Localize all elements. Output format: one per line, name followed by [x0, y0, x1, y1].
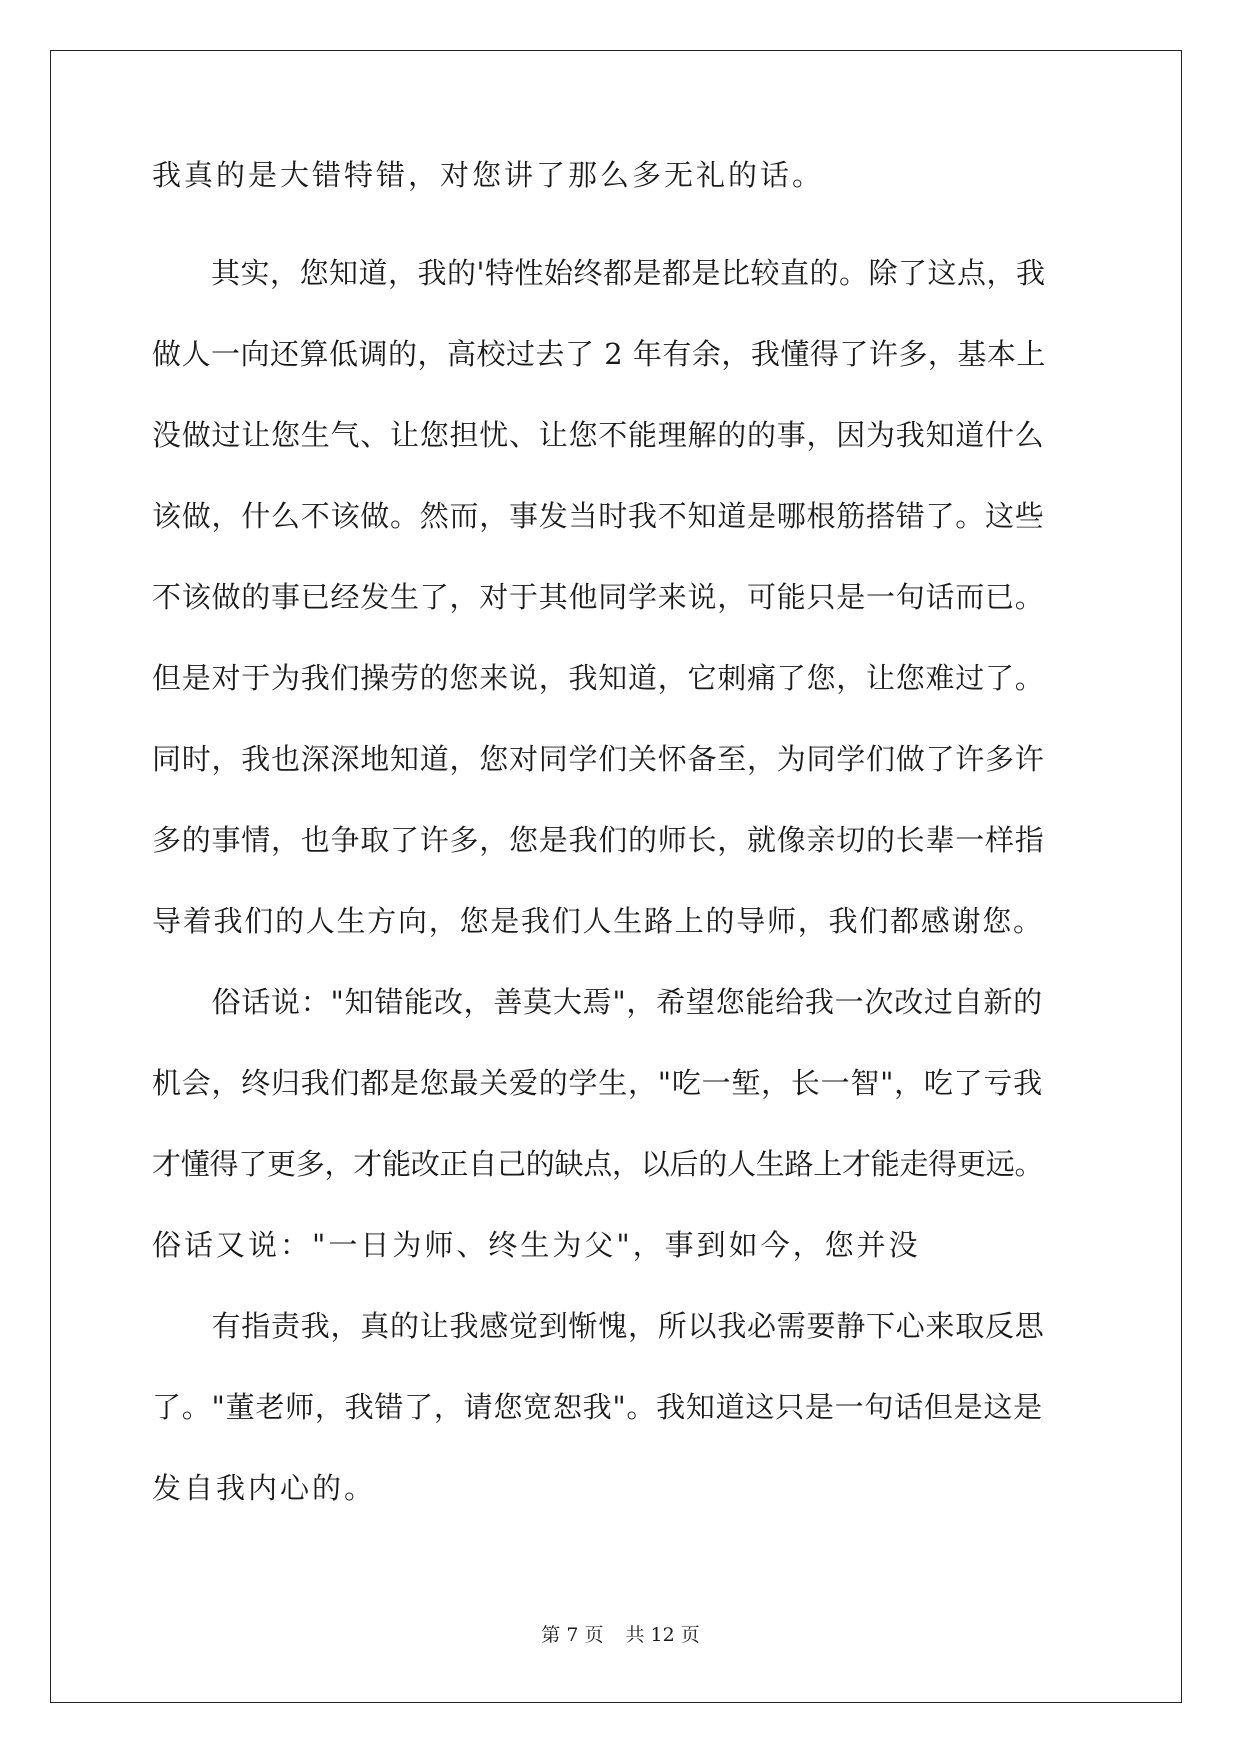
text-line: 做人一向还算低调的，高校过去了 2 年有余，我懂得了许多，基本上 [152, 337, 1046, 371]
text-line: 多的事情，也争取了许多，您是我们的师长，就像亲切的长辈一样指 [152, 823, 1045, 857]
text-line: 了。"董老师，我错了，请您宽恕我"。我知道这只是一句话但是这是 [152, 1390, 1043, 1424]
text-line: 俗话说："知错能改，善莫大焉"，希望您能给我一次改过自新的 [152, 985, 1043, 1019]
text-line: 该做，什么不该做。然而，事发当时我不知道是哪根筋搭错了。这些 [152, 499, 1045, 533]
text-line: 导着我们的人生方向，您是我们人生路上的导师，我们都感谢您。 [152, 904, 1044, 938]
text-line: 发自我内心的。 [152, 1471, 377, 1505]
text-line: 俗话又说："一日为师、终生为父"，事到如今，您并没 [152, 1228, 921, 1262]
page-number: 第 7 页 [541, 1624, 604, 1646]
text-line: 同时，我也深深地知道，您对同学们关怀备至，为同学们做了许多许 [152, 742, 1045, 776]
text-line: 机会，终归我们都是您最关爱的学生，"吃一堑，长一智"，吃了亏我 [152, 1066, 1043, 1100]
page-border [50, 50, 1182, 1703]
text-line: 有指责我，真的让我感觉到惭愧，所以我必需要静下心来取反思 [152, 1309, 1045, 1343]
text-line: 其实，您知道，我的'特性始终都是都是比较直的。除了这点，我 [152, 256, 1046, 290]
text-line: 才懂得了更多，才能改正自己的缺点，以后的人生路上才能走得更远。 [152, 1147, 1044, 1181]
page-total: 共 12 页 [625, 1624, 700, 1646]
text-line: 但是对于为我们操劳的您来说，我知道，它刺痛了您，让您难过了。 [152, 661, 1045, 695]
text-line: 我真的是大错特错，对您讲了那么多无礼的话。 [152, 158, 825, 192]
page-footer [0, 1623, 1241, 1647]
text-line: 没做过让您生气、让您担忧、让您不能理解的的事，因为我知道什么 [152, 418, 1045, 452]
text-line: 不该做的事已经发生了，对于其他同学来说，可能只是一句话而已。 [152, 580, 1045, 614]
